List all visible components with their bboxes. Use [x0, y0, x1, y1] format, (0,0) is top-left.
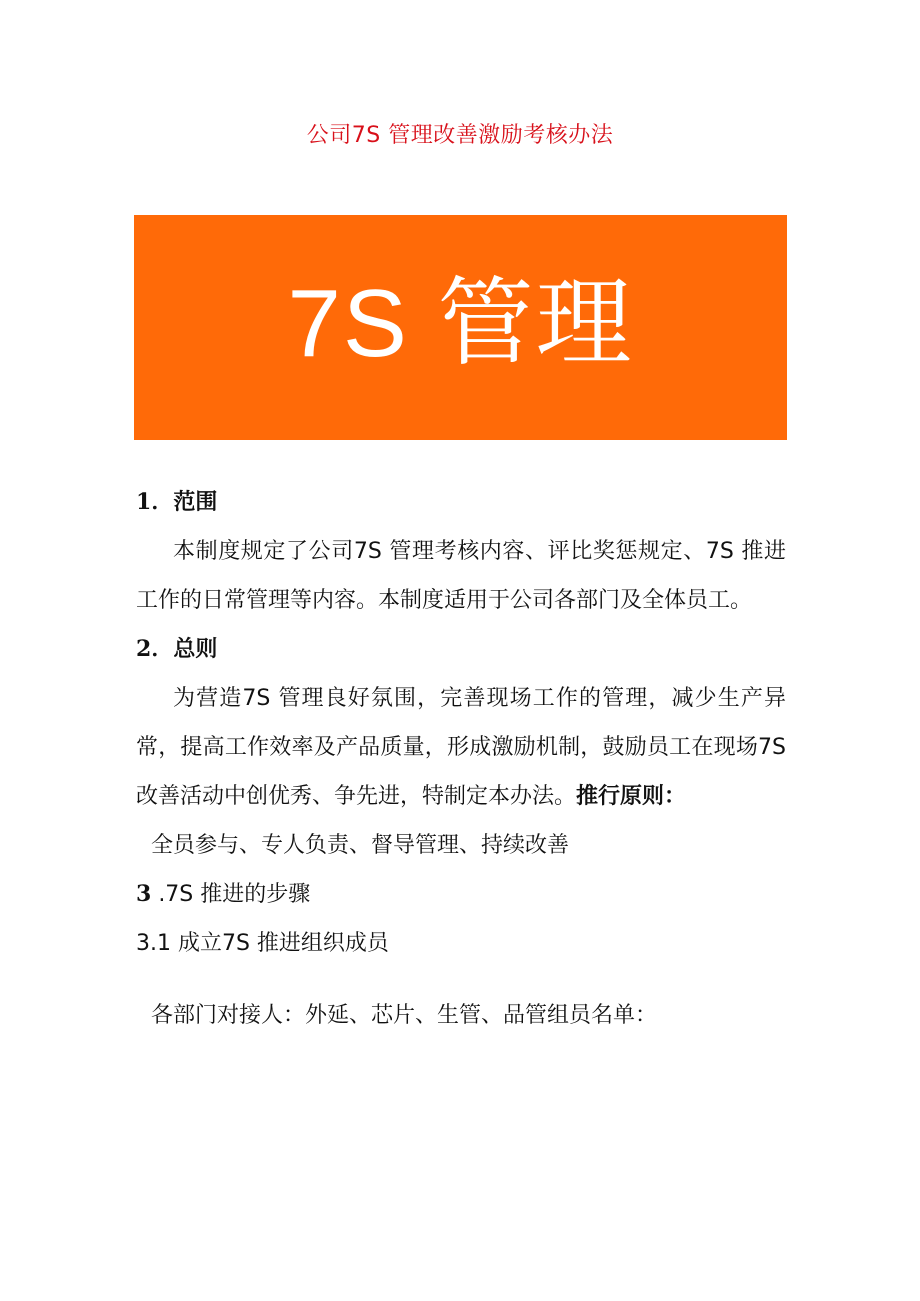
section-2-text: 为营造7S 管理良好氛围，完善现场工作的管理，减少生产异常，提高工作效率及产品质量，形成激励机制，鼓励员工在现场7S 改善活动中创优秀、争先进，特制定本办法。	[136, 686, 786, 809]
document-body	[136, 478, 786, 1040]
banner-text: 7S 管理	[287, 269, 634, 377]
section-1-heading	[136, 478, 786, 527]
section-1-body: 本制度规定了公司7S 管理考核内容、评比奖惩规定、7S 推进工作的日常管理等内容。本制度适用于公司各部门及全体员工。	[136, 539, 786, 613]
section-2-title: ．总则	[151, 637, 218, 662]
section-2-body	[136, 674, 786, 821]
department-contacts-line: 各部门对接人：外延、芯片、生管、品管组员名单：	[151, 1003, 658, 1028]
principle-label: 推行原则：	[576, 784, 687, 809]
document-title: 公司7S 管理改善激励考核办法	[306, 123, 614, 148]
section-1-number: 1	[136, 489, 152, 515]
section-3-number: 3	[136, 881, 152, 907]
section-3-1-heading: 3.1 成立7S 推进组织成员	[136, 931, 389, 956]
section-2-heading	[136, 625, 786, 674]
section-3-title: .7S 推进的步骤	[158, 882, 311, 907]
section-3-heading	[136, 870, 786, 919]
banner	[134, 215, 787, 440]
principles-list: 全员参与、专人负责、督导管理、持续改善	[151, 833, 570, 858]
section-1-title: ．范围	[151, 490, 218, 515]
section-2-number: 2	[136, 636, 152, 662]
